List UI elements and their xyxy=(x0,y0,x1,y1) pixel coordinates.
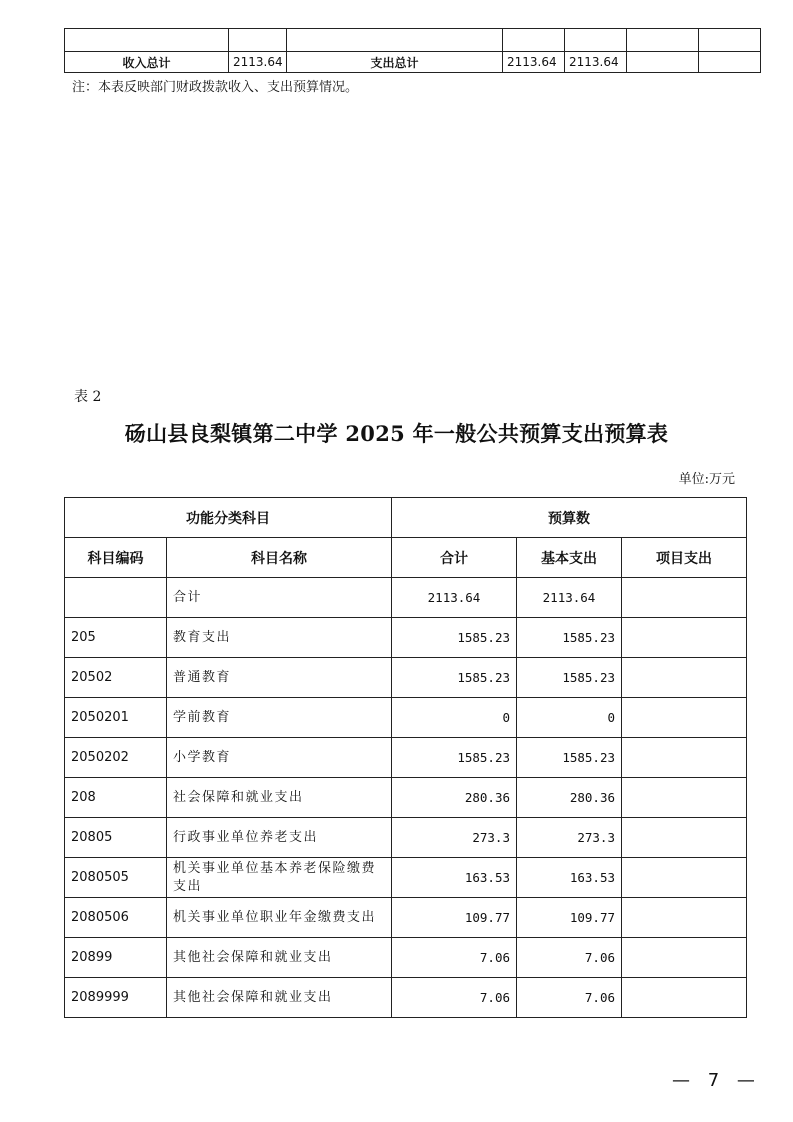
row-project xyxy=(622,778,747,818)
row-project xyxy=(622,618,747,658)
table-row xyxy=(65,978,747,1018)
row-basic: 1585.23 xyxy=(517,738,622,778)
row-project xyxy=(622,698,747,738)
row-project xyxy=(622,858,747,898)
row-total: 109.77 xyxy=(392,898,517,938)
header-row-group xyxy=(65,498,747,538)
row-code: 20805 xyxy=(65,818,167,858)
table-row xyxy=(65,938,747,978)
page-title: 砀山县良梨镇第二中学 2025 年一般公共预算支出预算表 xyxy=(124,421,669,446)
table-number: 表 2 xyxy=(74,389,102,405)
row-project xyxy=(622,938,747,978)
row-total: 2113.64 xyxy=(392,578,517,618)
budget-table xyxy=(64,497,747,1018)
income-total-value: 2113.64 xyxy=(229,52,287,73)
row-code: 208 xyxy=(65,778,167,818)
income-total-label: 收入总计 xyxy=(65,52,229,73)
row-project xyxy=(622,818,747,858)
row-name: 行政事业单位养老支出 xyxy=(167,818,392,858)
expense-total-value: 2113.64 xyxy=(503,52,565,73)
totals-row xyxy=(65,52,761,73)
table-row xyxy=(65,778,747,818)
row-name: 机关事业单位基本养老保险缴费支出 xyxy=(167,858,392,898)
expense-total-label: 支出总计 xyxy=(287,52,503,73)
header-row-columns xyxy=(65,538,747,578)
table-row xyxy=(65,618,747,658)
row-code: 2080505 xyxy=(65,858,167,898)
row-project xyxy=(622,658,747,698)
row-basic: 7.06 xyxy=(517,938,622,978)
row-name: 教育支出 xyxy=(167,618,392,658)
row-basic: 109.77 xyxy=(517,898,622,938)
row-code: 2050202 xyxy=(65,738,167,778)
table-row xyxy=(65,698,747,738)
table-note: 注：本表反映部门财政拨款收入、支出预算情况。 xyxy=(72,80,359,95)
row-name: 合计 xyxy=(167,578,392,618)
row-name: 普通教育 xyxy=(167,658,392,698)
row-total: 0 xyxy=(392,698,517,738)
row-name: 学前教育 xyxy=(167,698,392,738)
header-project: 项目支出 xyxy=(622,538,747,578)
row-total: 163.53 xyxy=(392,858,517,898)
row-name: 机关事业单位职业年金缴费支出 xyxy=(167,898,392,938)
header-basic: 基本支出 xyxy=(517,538,622,578)
row-code: 205 xyxy=(65,618,167,658)
page-number: — 7 — xyxy=(672,1070,761,1091)
row-total: 7.06 xyxy=(392,978,517,1018)
row-code: 20502 xyxy=(65,658,167,698)
row-basic: 1585.23 xyxy=(517,618,622,658)
row-total: 1585.23 xyxy=(392,738,517,778)
row-project xyxy=(622,578,747,618)
table-row xyxy=(65,818,747,858)
row-name: 其他社会保障和就业支出 xyxy=(167,938,392,978)
row-total: 273.3 xyxy=(392,818,517,858)
row-project xyxy=(622,738,747,778)
row-basic: 1585.23 xyxy=(517,658,622,698)
row-code: 2089999 xyxy=(65,978,167,1018)
table-row xyxy=(65,858,747,898)
row-name: 其他社会保障和就业支出 xyxy=(167,978,392,1018)
row-code: 20899 xyxy=(65,938,167,978)
row-basic: 2113.64 xyxy=(517,578,622,618)
row-total: 280.36 xyxy=(392,778,517,818)
row-basic: 163.53 xyxy=(517,858,622,898)
row-code: 2080506 xyxy=(65,898,167,938)
unit-label: 单位:万元 xyxy=(678,472,735,487)
row-basic: 0 xyxy=(517,698,622,738)
row-total: 7.06 xyxy=(392,938,517,978)
table-row xyxy=(65,738,747,778)
row-code: 2050201 xyxy=(65,698,167,738)
header-budget: 预算数 xyxy=(392,498,747,538)
header-functional: 功能分类科目 xyxy=(65,498,392,538)
row-basic: 7.06 xyxy=(517,978,622,1018)
row-code xyxy=(65,578,167,618)
table-row xyxy=(65,658,747,698)
row-project xyxy=(622,898,747,938)
row-basic: 273.3 xyxy=(517,818,622,858)
row-total: 1585.23 xyxy=(392,618,517,658)
table-row xyxy=(65,578,747,618)
income-expense-summary-table xyxy=(64,28,761,73)
row-name: 社会保障和就业支出 xyxy=(167,778,392,818)
row-name: 小学教育 xyxy=(167,738,392,778)
row-basic: 280.36 xyxy=(517,778,622,818)
header-name: 科目名称 xyxy=(167,538,392,578)
table-row xyxy=(65,29,761,52)
header-code: 科目编码 xyxy=(65,538,167,578)
row-total: 1585.23 xyxy=(392,658,517,698)
table-row xyxy=(65,898,747,938)
header-total: 合计 xyxy=(392,538,517,578)
expense-total-value-2: 2113.64 xyxy=(565,52,627,73)
row-project xyxy=(622,978,747,1018)
